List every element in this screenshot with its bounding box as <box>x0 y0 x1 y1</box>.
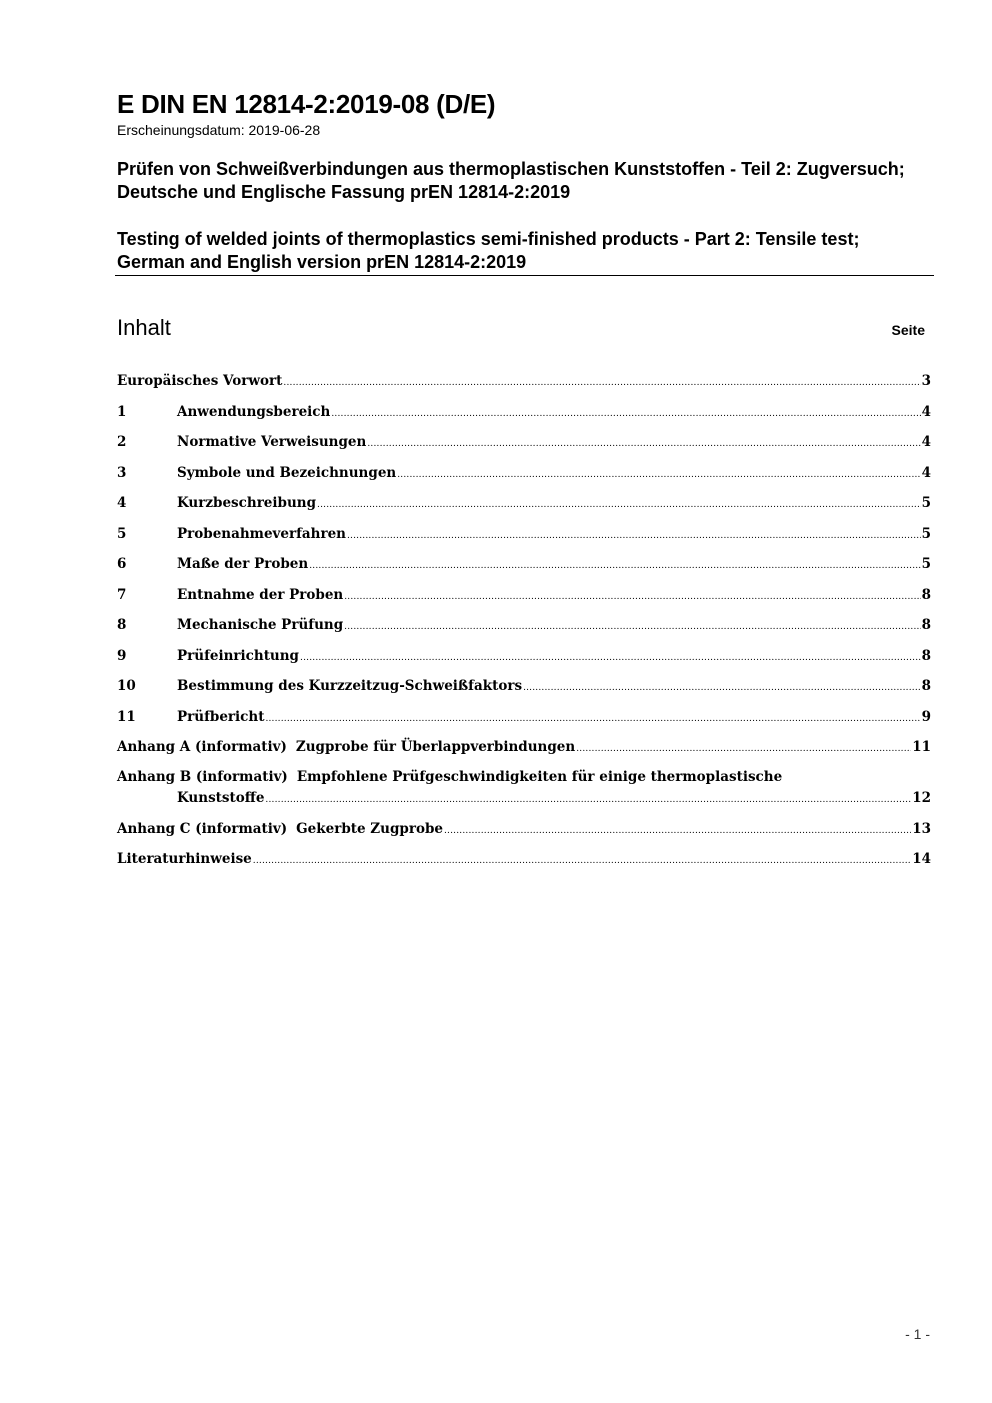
dot-leader <box>344 616 920 638</box>
toc-entry-number: 8 <box>117 617 127 633</box>
document-id: E DIN EN 12814-2:2019-08 (D/E) <box>117 89 496 119</box>
toc-entry-label: Maße der Proben <box>177 556 309 572</box>
annex-prefix: Anhang B (informativ) <box>117 768 288 785</box>
toc-entry-page: 5 <box>921 495 931 511</box>
toc-entry-page: 14 <box>912 851 931 867</box>
dot-leader <box>317 494 921 516</box>
toc-entry-11[interactable] <box>117 706 931 737</box>
annex-prefix: Anhang A (informativ) <box>117 739 287 755</box>
dot-leader <box>265 790 911 811</box>
toc-heading: Inhalt <box>117 315 171 340</box>
toc-entry-number: 11 <box>117 708 136 725</box>
dot-leader <box>331 403 920 425</box>
toc-entry-label: Symbole und Bezeichnungen <box>177 464 397 481</box>
dot-leader <box>300 647 921 669</box>
toc-entry-number: 10 <box>117 678 136 694</box>
dot-leader <box>265 708 920 730</box>
toc-entry-page: 8 <box>921 647 931 664</box>
toc-entry-4[interactable] <box>117 492 931 523</box>
title-german: Prüfen von Schweißverbindungen aus thermoplastischen Kunststoffen - Teil 2: Zugversuch; Deutsche und Englische Fassung prEN 12814-2:2019 <box>117 159 905 202</box>
dot-leader <box>347 525 921 547</box>
toc-entry-label: Entnahme der Proben <box>177 586 344 603</box>
toc-entry-page: 8 <box>921 617 931 633</box>
toc-entry-page: 4 <box>921 464 931 481</box>
toc-entry-number: 1 <box>117 403 127 420</box>
toc-entry-number: 6 <box>117 556 127 572</box>
page-number: - 1 - <box>905 1326 930 1342</box>
toc-entry-annex-b[interactable] <box>117 767 931 818</box>
toc-entry-label-continued: Kunststoffe <box>177 789 265 806</box>
toc-entry-label: Bestimmung des Kurzzeitzug-Schweißfaktors <box>177 678 523 694</box>
toc-entry-page: 8 <box>921 678 931 694</box>
toc-entry-label: Mechanische Prüfung <box>177 617 344 633</box>
toc-entry-label: Probenahmeverfahren <box>177 525 346 542</box>
toc-entry-number: 9 <box>117 647 127 664</box>
header-divider <box>115 275 934 276</box>
toc-entry-label: Zugprobe für Überlappverbindungen <box>295 739 576 755</box>
publication-date: Erscheinungsdatum: 2019-06-28 <box>117 122 321 138</box>
toc-entry-label: Prüfbericht <box>177 708 265 725</box>
toc-entry-number: 4 <box>117 495 127 511</box>
toc-entry-page: 9 <box>921 708 931 725</box>
dot-leader <box>523 677 921 699</box>
toc-entry-page: 4 <box>921 403 931 420</box>
toc-entry-5[interactable] <box>117 523 931 554</box>
dot-leader <box>309 555 920 577</box>
toc-entry-label: Empfohlene Prüfgeschwindigkeiten für einige thermoplastische <box>296 768 783 785</box>
toc-entry-6[interactable] <box>117 553 931 584</box>
toc-entry-page: 3 <box>921 373 931 389</box>
toc-entry-label: Literaturhinweise <box>117 851 252 867</box>
toc-entry-10[interactable] <box>117 675 931 706</box>
table-of-contents <box>117 370 931 879</box>
toc-entry-number: 3 <box>117 464 127 481</box>
toc-entry-2[interactable] <box>117 431 931 462</box>
toc-entry-foreword[interactable] <box>117 370 931 401</box>
toc-entry-bibliography[interactable] <box>117 848 931 879</box>
dot-leader <box>253 850 911 872</box>
dot-leader <box>397 464 920 486</box>
dot-leader <box>367 433 920 455</box>
toc-entry-page: 11 <box>912 739 931 755</box>
toc-entry-7[interactable] <box>117 584 931 615</box>
toc-entry-page: 8 <box>921 586 931 603</box>
toc-entry-label: Europäisches Vorwort <box>117 373 283 389</box>
toc-entry-label: Kurzbeschreibung <box>177 495 317 511</box>
annex-prefix: Anhang C (informativ) <box>117 820 288 837</box>
toc-entry-9[interactable] <box>117 645 931 676</box>
toc-entry-page: 4 <box>921 434 931 450</box>
toc-entry-label: Prüfeinrichtung <box>177 647 300 664</box>
dot-leader <box>444 820 911 842</box>
toc-entry-number: 5 <box>117 525 127 542</box>
dot-leader <box>344 586 920 608</box>
toc-entry-page: 12 <box>912 789 931 806</box>
page-column-label: Seite <box>891 322 925 338</box>
toc-entry-number: 2 <box>117 434 127 450</box>
toc-entry-page: 5 <box>921 556 931 572</box>
toc-entry-number: 7 <box>117 586 127 603</box>
toc-entry-label: Anwendungsbereich <box>177 403 331 420</box>
dot-leader <box>283 372 920 394</box>
toc-entry-8[interactable] <box>117 614 931 645</box>
toc-entry-label: Normative Verweisungen <box>177 434 367 450</box>
toc-entry-annex-c[interactable] <box>117 818 931 849</box>
toc-entry-1[interactable] <box>117 401 931 432</box>
title-english: Testing of welded joints of thermoplastics semi-finished products - Part 2: Tensile test; German and English version prEN 12814-2:2019 <box>117 229 860 272</box>
toc-entry-label: Gekerbte Zugprobe <box>296 820 443 837</box>
toc-entry-3[interactable] <box>117 462 931 493</box>
toc-entry-annex-a[interactable] <box>117 736 931 767</box>
dot-leader <box>576 738 911 760</box>
toc-entry-page: 5 <box>921 525 931 542</box>
toc-entry-page: 13 <box>912 820 931 837</box>
